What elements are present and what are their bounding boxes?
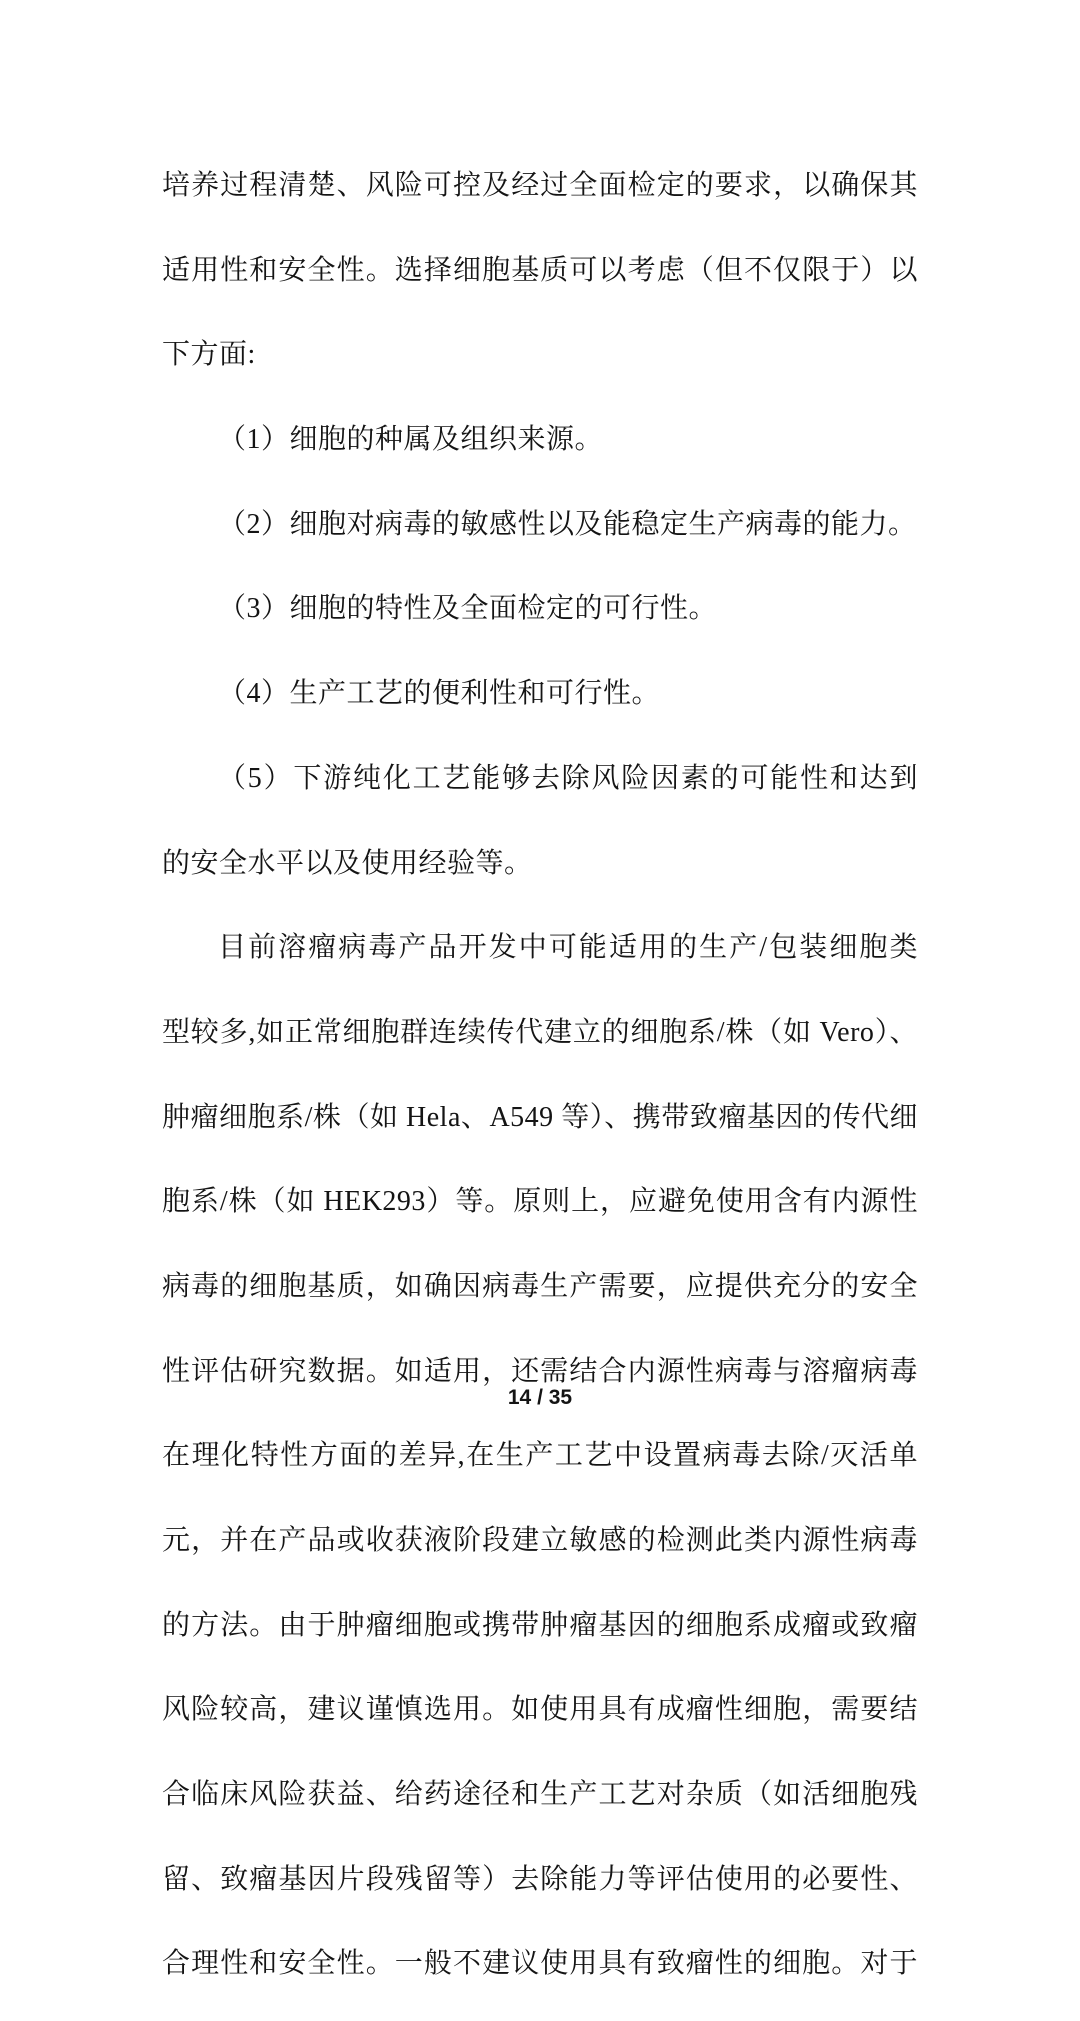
- list-item-1: （1）细胞的种属及组织来源。: [218, 424, 604, 456]
- text-line: 性评估研究数据。如适用，还需结合内源性病毒与溶瘤病毒: [162, 1355, 918, 1387]
- document-body: [162, 130, 918, 2021]
- list-item-5: （5）下游纯化工艺能够去除风险因素的可能性和达到: [218, 762, 918, 794]
- text-line: 肿瘤细胞系/株（如 Hela、A549 等）、携带致瘤基因的传代细: [162, 1101, 918, 1133]
- text-line: 的方法。由于肿瘤细胞或携带肿瘤基因的细胞系成瘤或致瘤: [162, 1609, 918, 1641]
- list-item-3: （3）细胞的特性及全面检定的可行性。: [218, 593, 718, 625]
- list-item-2: （2）细胞对病毒的敏感性以及能稳定生产病毒的能力。: [218, 508, 917, 540]
- text-line: 下方面:: [162, 339, 256, 371]
- text-line: 合临床风险获益、给药途径和生产工艺对杂质（如活细胞残: [162, 1779, 918, 1811]
- text-line: 合理性和安全性。一般不建议使用具有致瘤性的细胞。对于: [162, 1948, 918, 1980]
- text-line: 风险较高，建议谨慎选用。如使用具有成瘤性细胞，需要结: [162, 1694, 918, 1726]
- text-line: 留、致瘤基因片段残留等）去除能力等评估使用的必要性、: [162, 1863, 918, 1895]
- text-line: 在理化特性方面的差异,在生产工艺中设置病毒去除/灭活单: [162, 1440, 918, 1472]
- text-line: 型较多,如正常细胞群连续传代建立的细胞系/株（如 Vero）、: [162, 1016, 918, 1048]
- text-line: 目前溶瘤病毒产品开发中可能适用的生产/包装细胞类: [218, 932, 918, 964]
- page-number: 14 / 35: [507, 1386, 573, 1409]
- list-item-4: （4）生产工艺的便利性和可行性。: [218, 678, 661, 710]
- text-line: 培养过程清楚、风险可控及经过全面检定的要求，以确保其: [162, 170, 918, 201]
- text-line: 胞系/株（如 HEK293）等。原则上，应避免使用含有内源性: [162, 1186, 918, 1218]
- text-line: 元，并在产品或收获液阶段建立敏感的检测此类内源性病毒: [162, 1525, 918, 1556]
- text-line: 的安全水平以及使用经验等。: [162, 847, 533, 879]
- text-line: 适用性和安全性。选择细胞基质可以考虑（但不仅限于）以: [162, 254, 918, 286]
- text-line: 病毒的细胞基质，如确因病毒生产需要，应提供充分的安全: [162, 1270, 918, 1302]
